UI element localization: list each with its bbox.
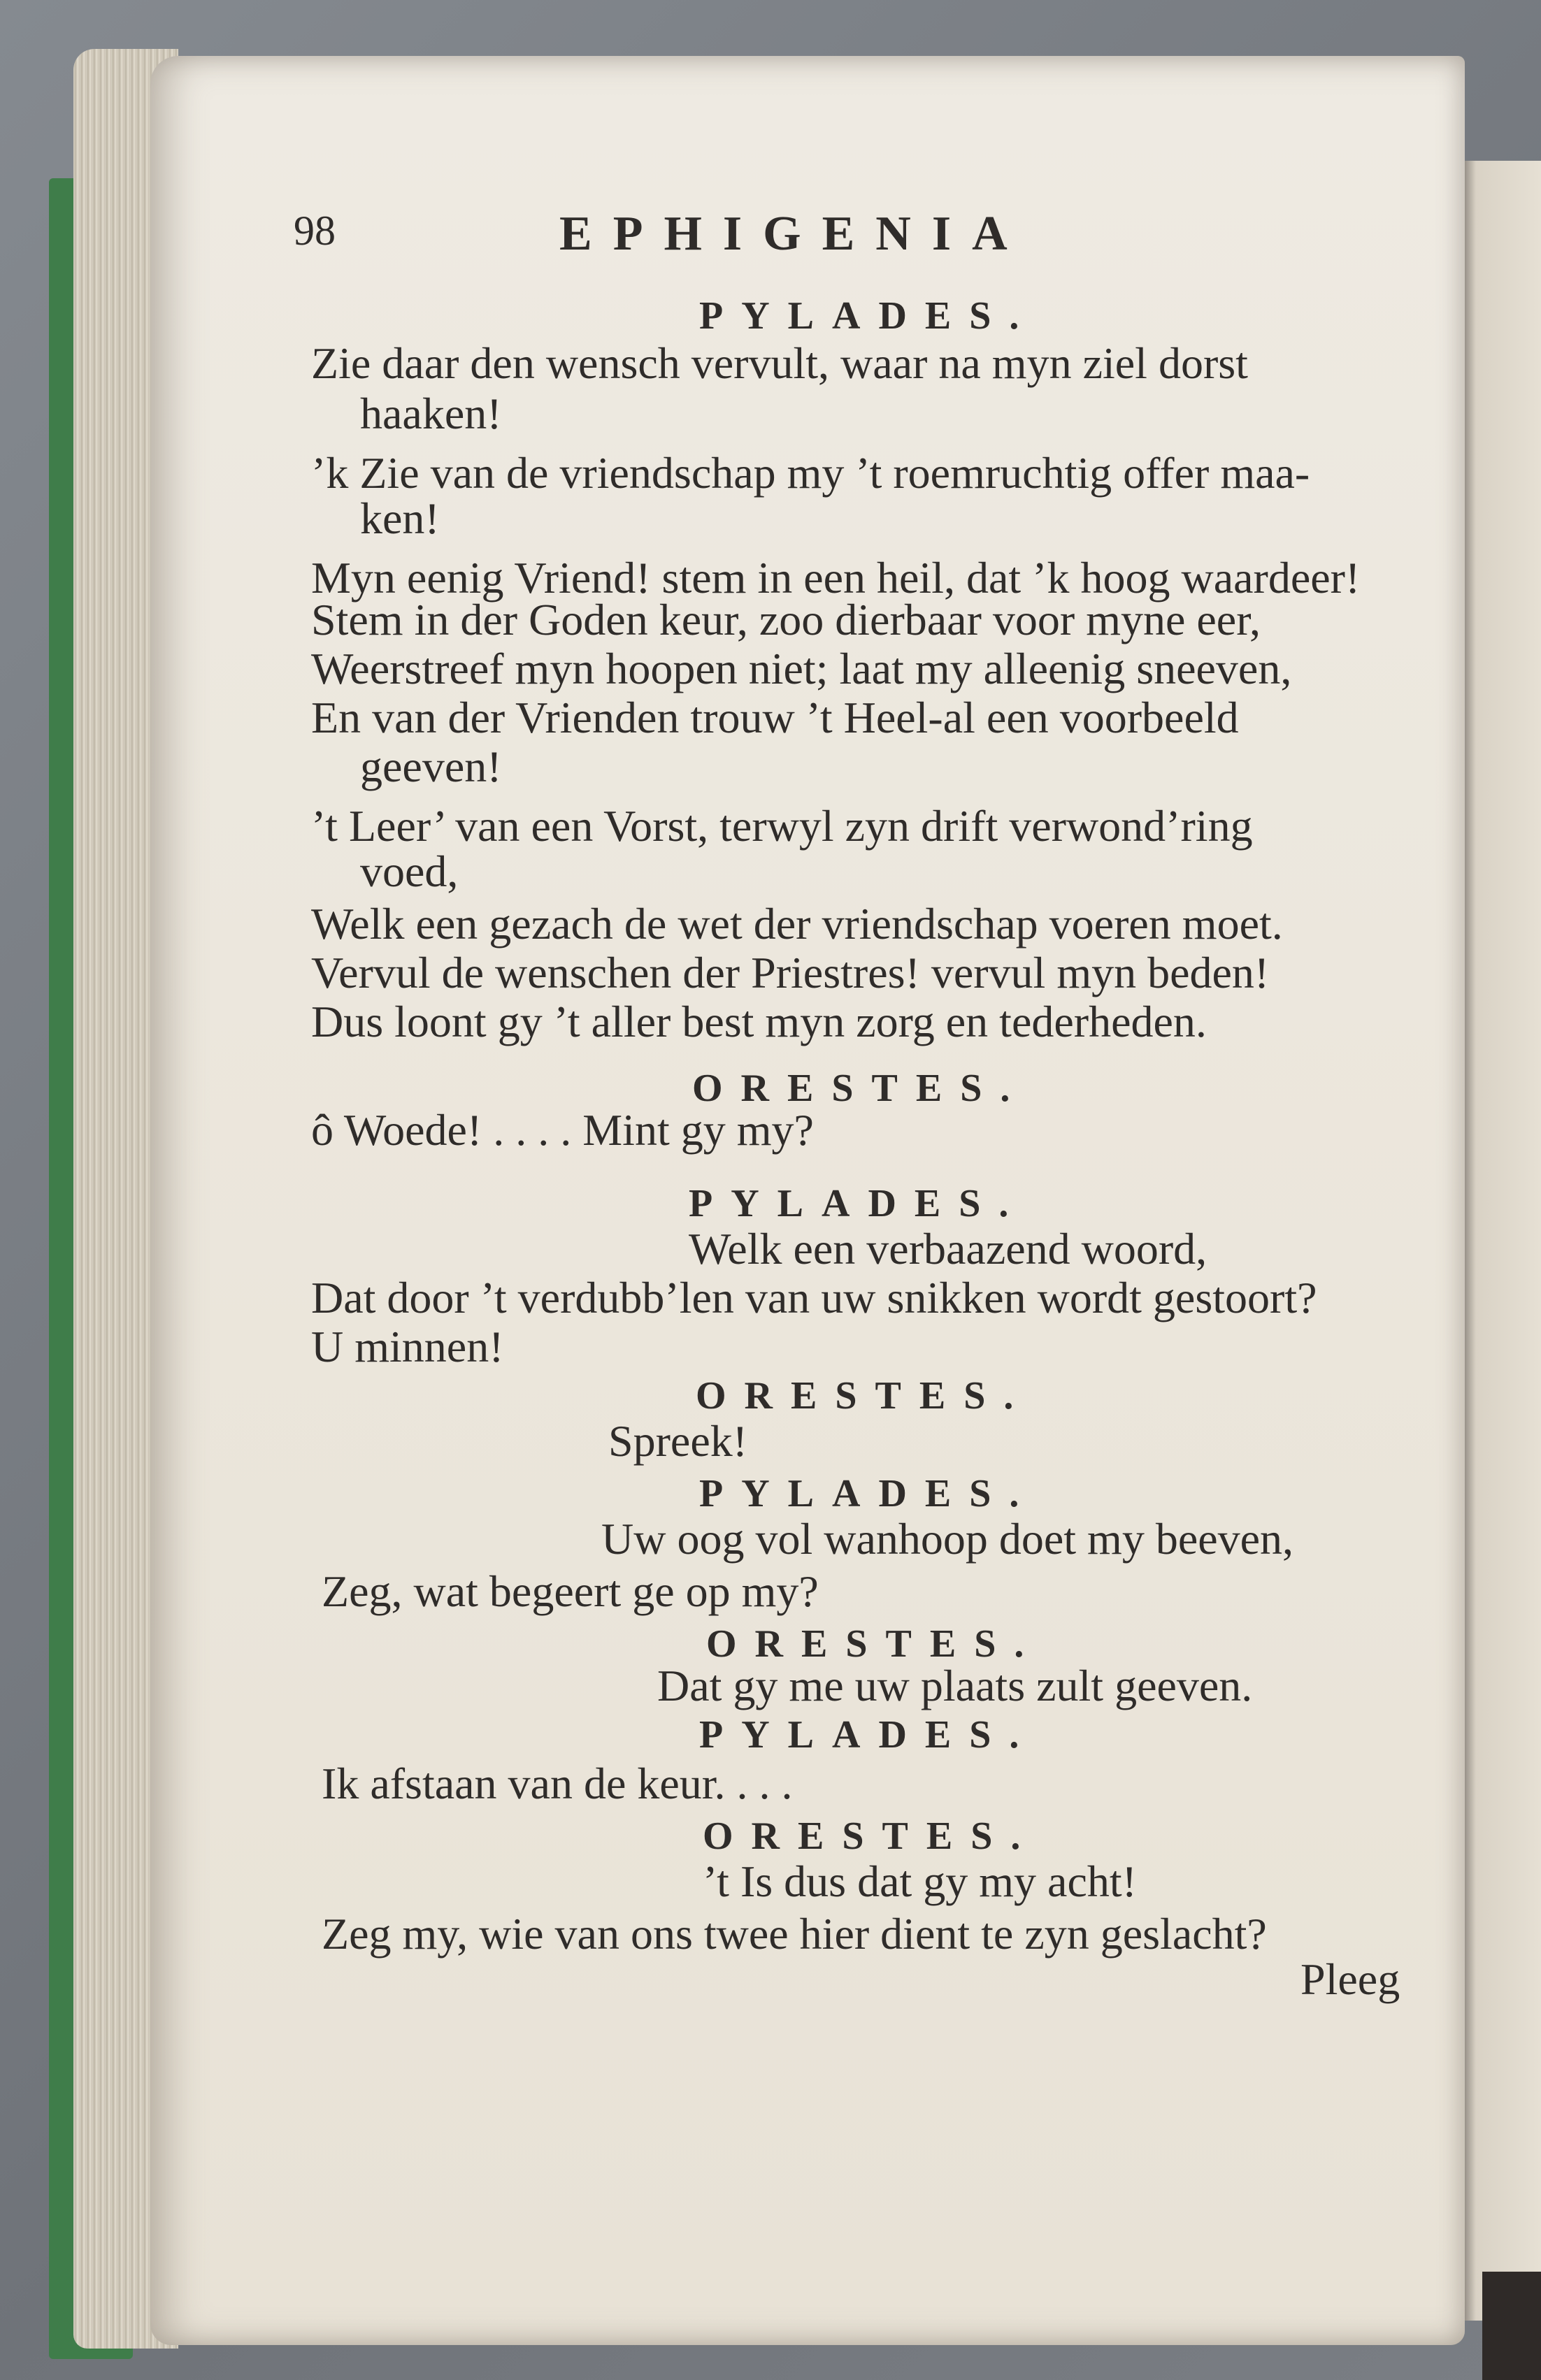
speaker-name: PYLADES.	[699, 294, 1038, 338]
verse-line: ’t Leer’ van een Vorst, terwyl zyn drift verwond’ring	[311, 801, 1253, 851]
speaker-name: ORESTES.	[692, 1067, 1028, 1110]
verse-line: Welk een verbaazend woord,	[689, 1224, 1207, 1274]
verse-line: Zeg my, wie van ons twee hier dient te zyn geslacht?	[322, 1909, 1267, 1959]
verse-line: Zeg, wat begeert ge op my?	[322, 1566, 819, 1616]
verse-line: Vervul de wenschen der Priestres! vervul myn beden!	[311, 948, 1270, 997]
verse-line: ’t Is dus dat gy my acht!	[703, 1856, 1137, 1906]
verse-line: ken!	[360, 493, 440, 543]
speaker-name: PYLADES.	[699, 1472, 1038, 1515]
verse-line: haaken!	[360, 389, 502, 438]
page-number: 98	[294, 208, 336, 254]
verse-line: Weerstreef myn hoopen niet; laat my alleenig sneeven,	[311, 644, 1292, 693]
speaker-name: PYLADES.	[699, 1713, 1038, 1757]
speaker-name: ORESTES.	[696, 1374, 1032, 1418]
speaker-name: ORESTES.	[706, 1622, 1042, 1666]
speaker-name: PYLADES.	[689, 1182, 1027, 1225]
catchword: Pleeg	[1300, 1954, 1400, 2004]
running-head: EPHIGENIA	[559, 207, 1028, 261]
verse-line: Zie daar den wensch vervult, waar na myn ziel dorst	[311, 338, 1248, 388]
verse-line: Welk een gezach de wet der vriendschap voeren moet.	[311, 899, 1283, 949]
verse-line: ô Woede! . . . . Mint gy my?	[311, 1105, 814, 1155]
verse-line: Ik afstaan van de keur. . . .	[322, 1759, 793, 1808]
verse-line: Dus loont gy ’t aller best myn zorg en tederheden.	[311, 997, 1207, 1046]
verse-line: U minnen!	[311, 1322, 504, 1371]
facing-page-shadow	[1482, 2272, 1541, 2380]
facing-page	[1454, 161, 1541, 2321]
verse-line: Spreek!	[608, 1416, 748, 1466]
verse-line: Dat door ’t verdubb’len van uw snikken wordt gestoort?	[311, 1273, 1317, 1322]
speaker-name: ORESTES.	[703, 1815, 1039, 1858]
verse-line: Uw oog vol wanhoop doet my beeven,	[601, 1514, 1294, 1564]
verse-line: ’k Zie van de vriendschap my ’t roemruchtig offer maa-	[311, 448, 1310, 498]
verse-line: Stem in der Goden keur, zoo dierbaar voor myne eer,	[311, 595, 1261, 644]
verse-line: Myn eenig Vriend! stem in een heil, dat ’k hoog waardeer!	[311, 553, 1361, 603]
verse-line: En van der Vrienden trouw ’t Heel-al een voorbeeld	[311, 693, 1239, 742]
verse-line: Dat gy me uw plaats zult geeven.	[657, 1661, 1253, 1710]
verse-line: voed,	[360, 846, 459, 896]
verse-line: geeven!	[360, 742, 502, 791]
